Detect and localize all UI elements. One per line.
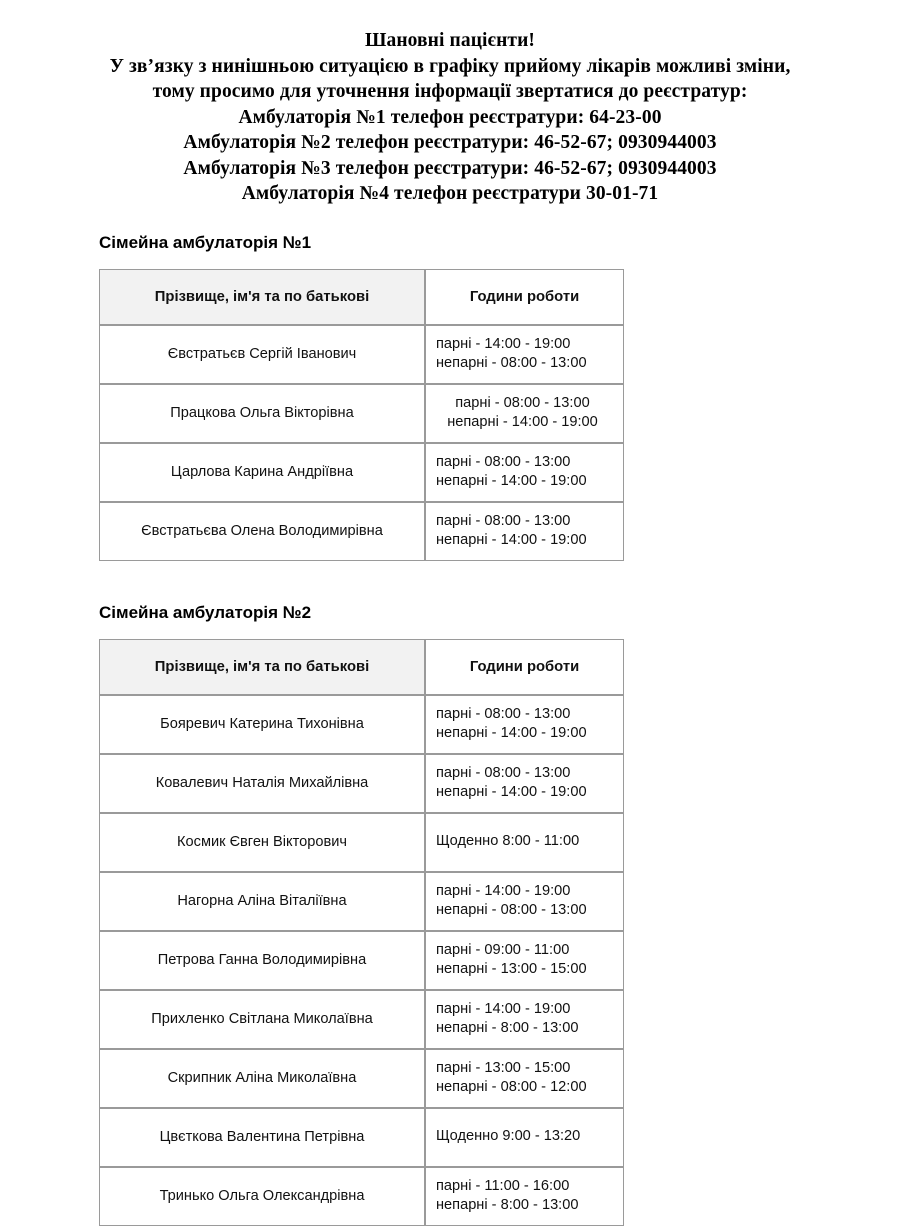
table-header (99, 269, 624, 325)
working-hours-cell (425, 990, 624, 1049)
doctor-name-cell: Царлова Карина Андріївна (99, 443, 425, 502)
working-hours-line: парні - 08:00 - 13:00 (436, 453, 571, 470)
working-hours-cell (425, 384, 624, 443)
table-row (99, 502, 624, 561)
working-hours-line: непарні - 13:00 - 15:00 (436, 961, 587, 977)
doctor-name-cell: Скрипник Аліна Миколаївна (99, 1049, 425, 1108)
table-row (99, 1108, 624, 1167)
working-hours-line: парні - 11:00 - 16:00 (436, 1177, 570, 1194)
working-hours-line: непарні - 14:00 - 19:00 (436, 473, 587, 489)
doctor-name-cell: Петрова Ганна Володимирівна (99, 931, 425, 990)
working-hours-cell (425, 813, 624, 872)
doctor-name-cell: Ковалевич Наталія Михайлівна (99, 754, 425, 813)
working-hours-line: Щоденно 8:00 - 11:00 (436, 833, 580, 850)
announcement-line: Шановні пацієнти! (364, 30, 536, 51)
section-ambulatory-1 (0, 233, 900, 561)
table-row (99, 813, 624, 872)
working-hours-line: непарні - 14:00 - 19:00 (436, 532, 587, 548)
doctor-name-cell: Космик Євген Вікторович (99, 813, 425, 872)
working-hours-line: парні - 13:00 - 15:00 (436, 1059, 571, 1076)
working-hours-line: парні - 08:00 - 13:00 (436, 764, 571, 781)
announcement-line: тому просимо для уточнення інформації звертатися до реєстратур: (152, 81, 748, 102)
announcement-phone-line: Амбулаторія №3 телефон реєстратури: 46-52-67; 0930944003 (183, 157, 717, 179)
table-row (99, 384, 624, 443)
table-row (99, 872, 624, 931)
doctor-name-cell: Цвєткова Валентина Петрівна (99, 1108, 425, 1167)
working-hours-line: парні - 08:00 - 13:00 (436, 705, 571, 722)
working-hours-cell (425, 1167, 624, 1226)
working-hours-cell (425, 502, 624, 561)
working-hours-cell (425, 1108, 624, 1167)
working-hours-cell (425, 754, 624, 813)
working-hours-line: непарні - 08:00 - 13:00 (436, 355, 587, 371)
working-hours-line: непарні - 14:00 - 19:00 (447, 414, 598, 430)
table-row (99, 990, 624, 1049)
working-hours-line: парні - 08:00 - 13:00 (436, 512, 571, 529)
table-row (99, 695, 624, 754)
working-hours-line: парні - 08:00 - 13:00 (455, 394, 590, 411)
announcement-line: У зв’язку з нинішньою ситуацією в графіку прийому лікарів можливі зміни, (109, 55, 791, 77)
working-hours-line: Щоденно 9:00 - 13:20 (436, 1128, 581, 1145)
doctor-name-cell: Прихленко Світлана Миколаївна (99, 990, 425, 1049)
working-hours-line: непарні - 8:00 - 13:00 (436, 1197, 579, 1213)
doctor-name-cell: Бояревич Катерина Тихонівна (99, 695, 425, 754)
working-hours-line: непарні - 08:00 - 13:00 (436, 902, 587, 918)
table-row (99, 754, 624, 813)
table-row (99, 1167, 624, 1226)
column-header-name: Прізвище, ім'я та по батькові (99, 639, 425, 695)
doctor-name-cell: Тринько Ольга Олександрівна (99, 1167, 425, 1226)
column-header-name: Прізвище, ім'я та по батькові (99, 269, 425, 325)
working-hours-line: непарні - 08:00 - 12:00 (436, 1079, 587, 1095)
working-hours-line: парні - 09:00 - 11:00 (436, 941, 570, 958)
table-header-row (99, 269, 624, 325)
schedule-table-2 (99, 639, 624, 1226)
table-body (99, 695, 624, 1226)
working-hours-line: непарні - 14:00 - 19:00 (436, 725, 587, 741)
working-hours-line: парні - 14:00 - 19:00 (436, 882, 571, 899)
column-header-hours: Години роботи (425, 639, 624, 695)
working-hours-line: парні - 14:00 - 19:00 (436, 1000, 571, 1017)
table-row (99, 931, 624, 990)
announcement-phone-line: Амбулаторія №1 телефон реєстратури: 64-23-00 (238, 106, 662, 128)
working-hours-cell (425, 325, 624, 384)
doctor-name-cell: Працкова Ольга Вікторівна (99, 384, 425, 443)
table-row (99, 1049, 624, 1108)
working-hours-line: парні - 14:00 - 19:00 (436, 335, 571, 352)
doctor-name-cell: Нагорна Аліна Віталіївна (99, 872, 425, 931)
announcement-block (0, 0, 900, 207)
table-row (99, 325, 624, 384)
schedule-table-1 (99, 269, 624, 561)
working-hours-cell (425, 931, 624, 990)
table-row (99, 443, 624, 502)
announcement-phone-line: Амбулаторія №4 телефон реєстратури 30-01-71 (241, 183, 659, 204)
working-hours-line: непарні - 14:00 - 19:00 (436, 784, 587, 800)
working-hours-cell (425, 695, 624, 754)
working-hours-cell (425, 872, 624, 931)
section-ambulatory-2 (0, 603, 900, 1226)
section-title: Сімейна амбулаторія №1 (99, 232, 312, 252)
working-hours-cell (425, 1049, 624, 1108)
doctor-name-cell: Євстратьєва Олена Володимирівна (99, 502, 425, 561)
announcement-phone-line: Амбулаторія №2 телефон реєстратури: 46-52-67; 0930944003 (183, 132, 717, 153)
table-header-row (99, 639, 624, 695)
doctor-name-cell: Євстратьєв Сергій Іванович (99, 325, 425, 384)
working-hours-cell (425, 443, 624, 502)
section-title: Сімейна амбулаторія №2 (99, 602, 312, 622)
column-header-hours: Години роботи (425, 269, 624, 325)
table-header (99, 639, 624, 695)
working-hours-line: непарні - 8:00 - 13:00 (436, 1020, 579, 1036)
table-body (99, 325, 624, 561)
